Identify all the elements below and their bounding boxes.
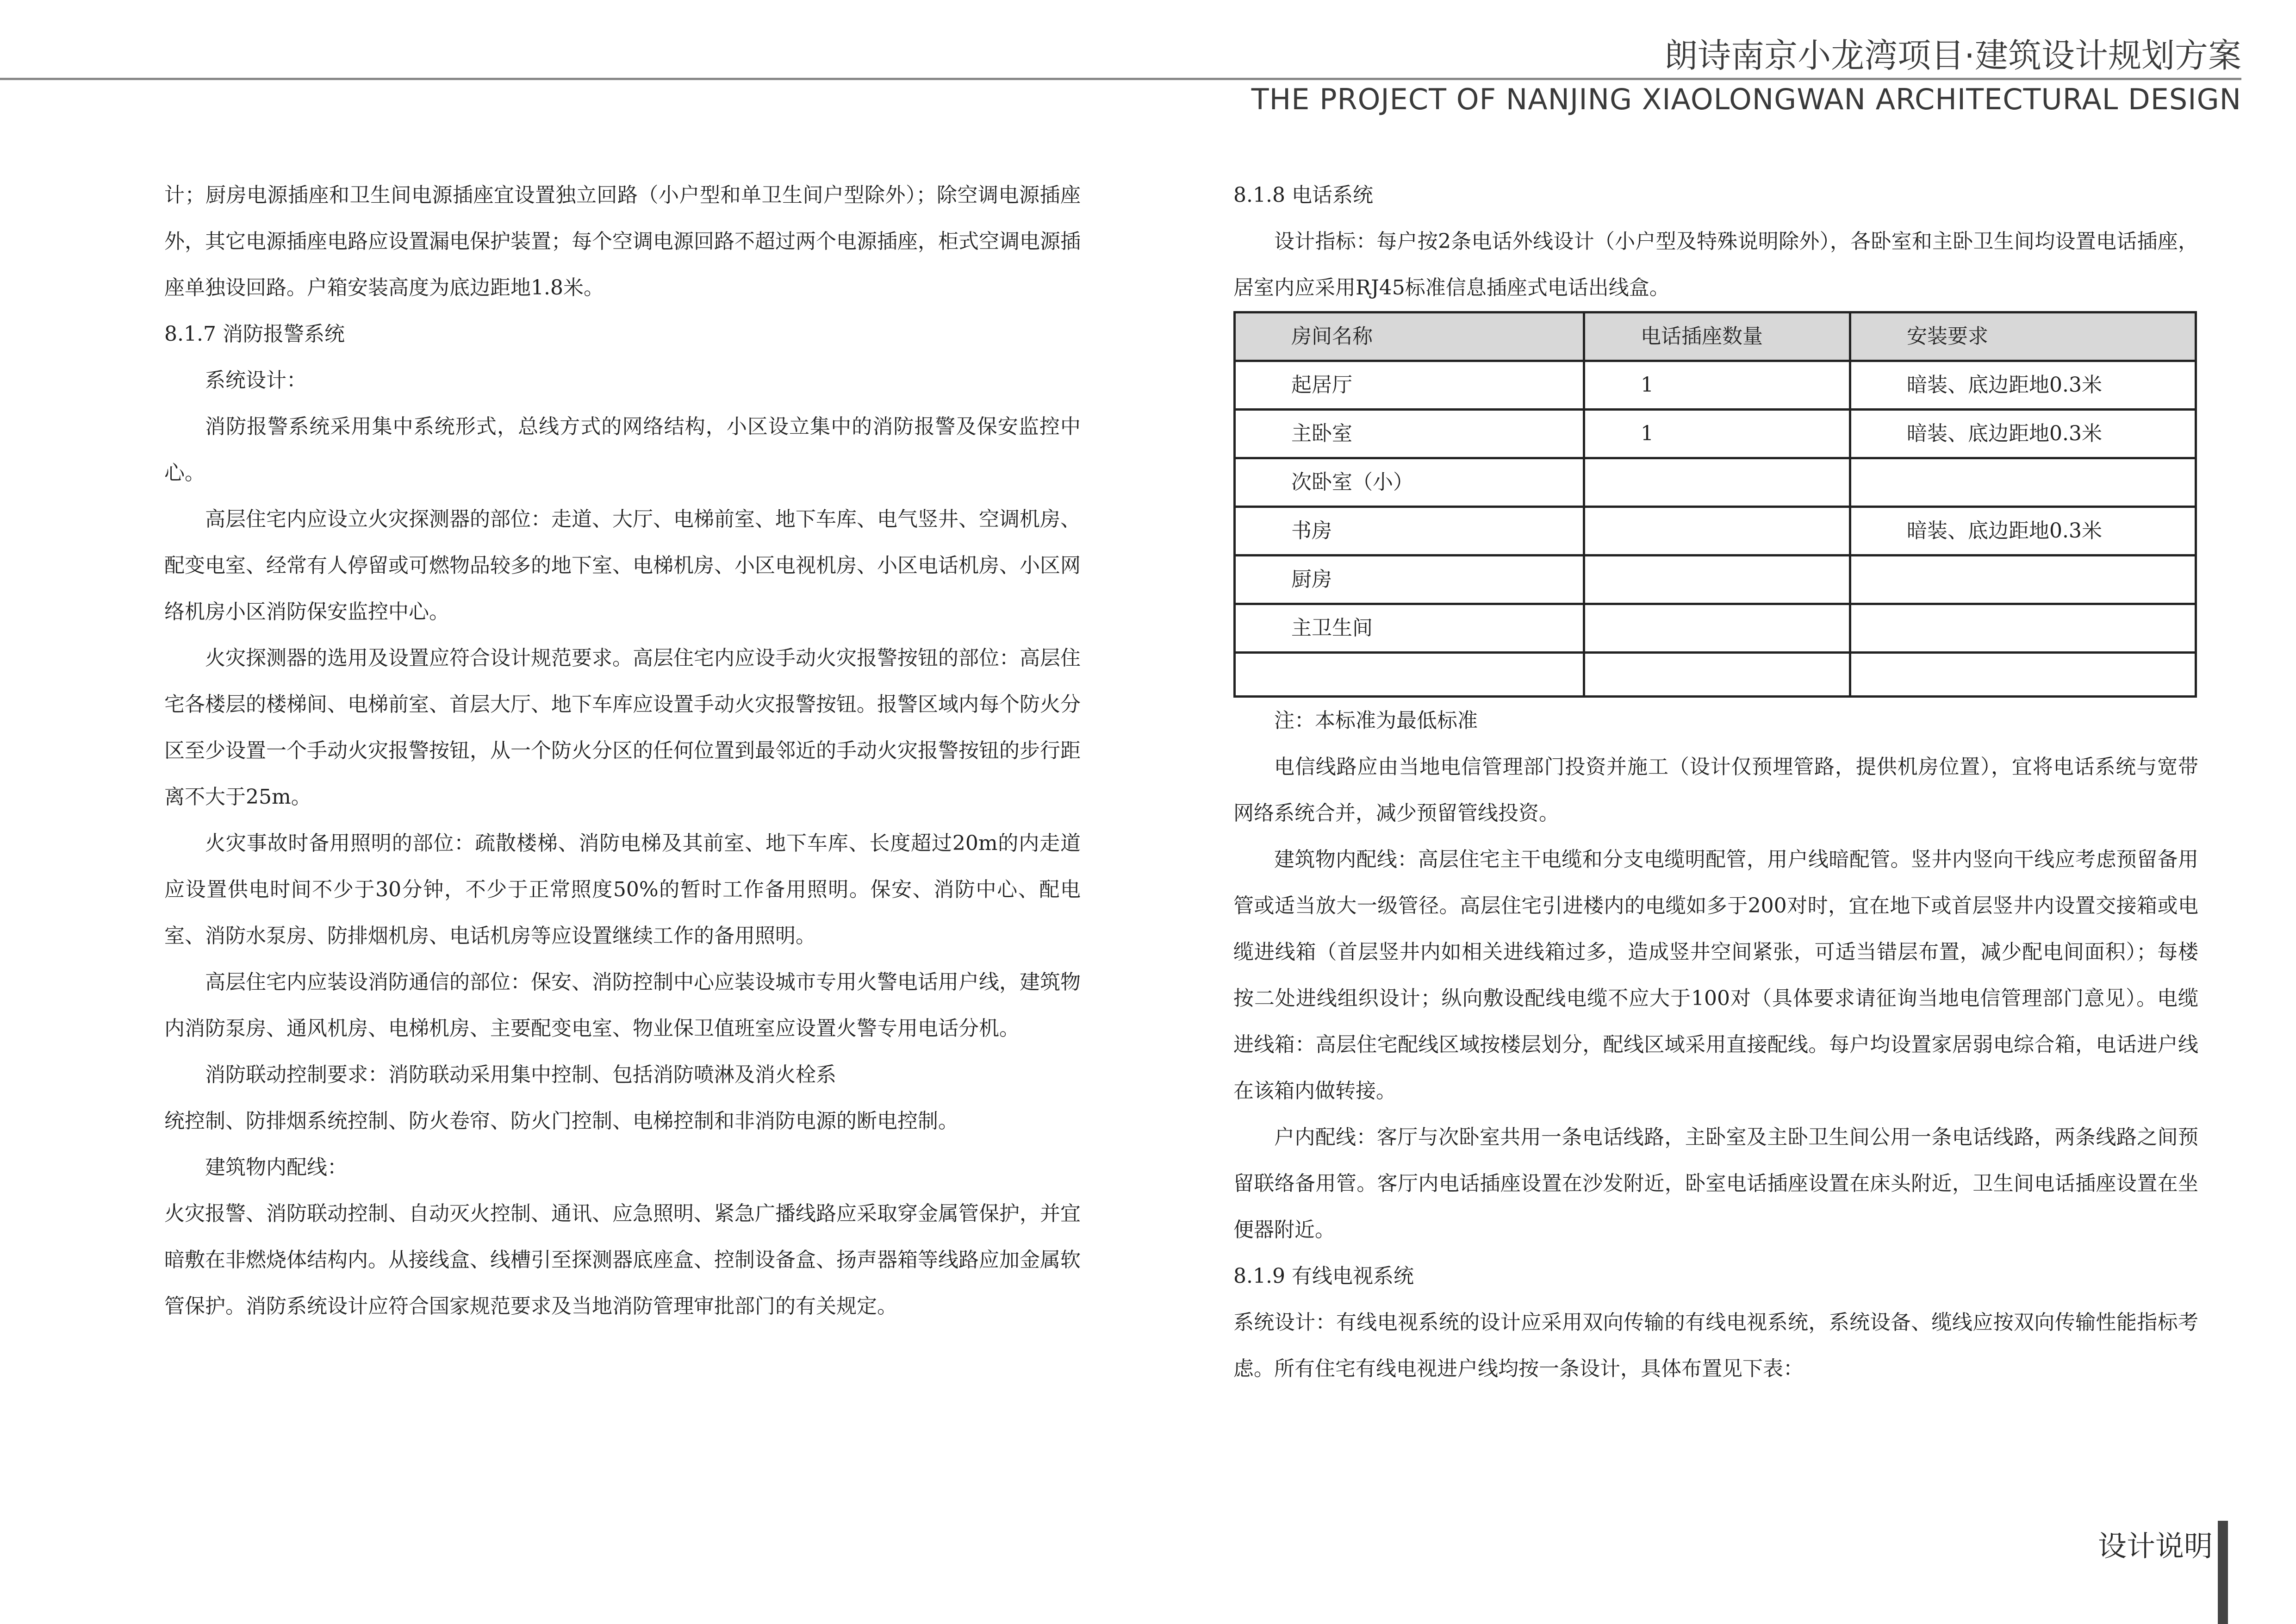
table-cell: 暗装、底边距地0.3米: [1850, 507, 2196, 556]
table-row: [1235, 604, 2196, 653]
table-cell: 1: [1584, 410, 1850, 458]
table-cell: [1850, 458, 2196, 507]
table-row: [1235, 361, 2196, 410]
left-column: [164, 172, 1081, 1330]
header-title-cn: 朗诗南京小龙湾项目·建筑设计规划方案: [1664, 36, 2241, 75]
paragraph: 消防联动控制要求：消防联动采用集中控制、包括消防喷淋及消火栓系: [205, 1063, 836, 1087]
table-header-row: [1235, 312, 2196, 361]
table-cell: [1850, 556, 2196, 604]
table-cell: 厨房: [1235, 556, 1584, 604]
table-cell: [1584, 556, 1850, 604]
table-cell: 暗装、底边距地0.3米: [1850, 410, 2196, 458]
table-header-cell: 房间名称: [1235, 312, 1584, 361]
table-header-cell: 电话插座数量: [1584, 312, 1850, 361]
paragraph: 火灾事故时备用照明的部位：疏散楼梯、消防电梯及其前室、地下车库、长度超过20m的内走道应设置供电时间不少于30分钟，不少于正常照度50%的暂时工作备用照明。保安、消防中心、配电室、消防水泵房、防排烟机房、电话机房等应设置继续工作的备用照明。: [164, 831, 1081, 948]
table-cell: 主卧室: [1235, 410, 1584, 458]
paragraph: 统控制、防排烟系统控制、防火卷帘、防火门控制、电梯控制和非消防电源的断电控制。: [164, 1109, 958, 1133]
paragraph: 火灾探测器的选用及设置应符合设计规范要求。高层住宅内应设手动火灾报警按钮的部位：高层住宅各楼层的楼梯间、电梯前室、首层大厅、地下车库应设置手动火灾报警按钮。报警区域内每个防火分区至少设置一个手动火灾报警按钮，从一个防火分区的任何位置到最邻近的手动火灾报警按钮的步行距离不大于25m。: [164, 646, 1081, 809]
table-cell: 暗装、底边距地0.3米: [1850, 361, 2196, 410]
section-heading-818: 8.1.8 电话系统: [1233, 183, 1373, 207]
table-cell: [1584, 458, 1850, 507]
paragraph: 计；厨房电源插座和卫生间电源插座宜设置独立回路（小户型和单卫生间户型除外）；除空调电源插座外，其它电源插座电路应设置漏电保护装置；每个空调电源回路不超过两个电源插座，柜式空调电源插座单独设回路。户箱安装高度为底边距地1.8米。: [164, 183, 1081, 300]
table-cell: 主卫生间: [1235, 604, 1584, 653]
table-note: 注：本标准为最低标准: [1274, 709, 1478, 732]
paragraph: 高层住宅内应设立火灾探测器的部位：走道、大厅、电梯前室、地下车库、电气竖井、空调机房、配变电室、经常有人停留或可燃物品较多的地下室、电梯机房、小区电视机房、小区电话机房、小区网络机房小区消防保安监控中心。: [164, 507, 1081, 624]
telephone-outlet-table: [1233, 311, 2197, 698]
table-cell: [1850, 604, 2196, 653]
table-cell: 1: [1584, 361, 1850, 410]
header-title-en: THE PROJECT OF NANJING XIAOLONGWAN ARCHITECTURAL DESIGN: [1251, 82, 2241, 116]
table-cell: 次卧室（小）: [1235, 458, 1584, 507]
section-heading-817: 8.1.7 消防报警系统: [164, 322, 345, 346]
table-cell: 起居厅: [1235, 361, 1584, 410]
table-cell: [1235, 653, 1584, 697]
table-row: [1235, 410, 2196, 458]
paragraph: 设计指标：每户按2条电话外线设计（小户型及特殊说明除外），各卧室和主卧卫生间均设置电话插座，居室内应采用RJ45标准信息插座式电话出线盒。: [1233, 230, 2198, 300]
paragraph: 户内配线：客厅与次卧室共用一条电话线路，主卧室及主卧卫生间公用一条电话线路，两条线路之间预留联络备用管。客厅内电话插座设置在沙发附近，卧室电话插座设置在床头附近，卫生间电话插座设置在坐便器附近。: [1233, 1125, 2198, 1242]
table-cell: [1584, 604, 1850, 653]
table-row: [1235, 556, 2196, 604]
paragraph: 火灾报警、消防联动控制、自动灭火控制、通讯、应急照明、紧急广播线路应采取穿金属管保护，并宜暗敷在非燃烧体结构内。从接线盒、线槽引至探测器底座盒、控制设备盒、扬声器箱等线路应加金属软管保护。消防系统设计应符合国家规范要求及当地消防管理审批部门的有关规定。: [164, 1202, 1081, 1318]
table-cell: [1584, 507, 1850, 556]
section-heading-819: 8.1.9 有线电视系统: [1233, 1264, 1414, 1288]
table-cell: [1584, 653, 1850, 697]
table-row: [1235, 653, 2196, 697]
table-row: [1235, 507, 2196, 556]
paragraph: 高层住宅内应装设消防通信的部位：保安、消防控制中心应装设城市专用火警电话用户线，建筑物内消防泵房、通风机房、电梯机房、主要配变电室、物业保卫值班室应设置火警专用电话分机。: [164, 970, 1081, 1040]
footer-section-label: 设计说明: [2097, 1529, 2213, 1563]
table-cell: [1850, 653, 2196, 697]
paragraph: 建筑物内配线：: [205, 1156, 348, 1179]
table-header-cell: 安装要求: [1850, 312, 2196, 361]
paragraph: 系统设计：有线电视系统的设计应采用双向传输的有线电视系统，系统设备、缆线应按双向传输性能指标考虑。所有住宅有线电视进户线均按一条设计，具体布置见下表：: [1233, 1311, 2198, 1380]
paragraph: 消防报警系统采用集中系统形式，总线方式的网络结构，小区设立集中的消防报警及保安监控中心。: [164, 415, 1081, 485]
table-row: [1235, 458, 2196, 507]
paragraph: 建筑物内配线：高层住宅主干电缆和分支电缆明配管，用户线暗配管。竖井内竖向干线应考虑预留备用管或适当放大一级管径。高层住宅引进楼内的电缆如多于200对时，宜在地下或首层竖井内设置交接箱或电缆进线箱（首层竖井内如相关进线箱过多，造成竖井空间紧张，可适当错层布置，减少配电间面积）；每楼按二处进线组织设计；纵向敷设配线电缆不应大于100对（具体要求请征询当地电信管理部门意见）。电缆进线箱：高层住宅配线区域按楼层划分，配线区域采用直接配线。每户均设置家居弱电综合箱，电话进户线在该箱内做转接。: [1233, 848, 2198, 1103]
paragraph: 电信线路应由当地电信管理部门投资并施工（设计仅预埋管路，提供机房位置），宜将电话系统与宽带网络系统合并，减少预留管线投资。: [1233, 755, 2198, 825]
table-cell: 书房: [1235, 507, 1584, 556]
paragraph: 系统设计：: [205, 369, 307, 392]
header-rule: [0, 78, 2241, 80]
footer-accent-bar: [2218, 1521, 2228, 1624]
right-column: [1233, 172, 2198, 1392]
